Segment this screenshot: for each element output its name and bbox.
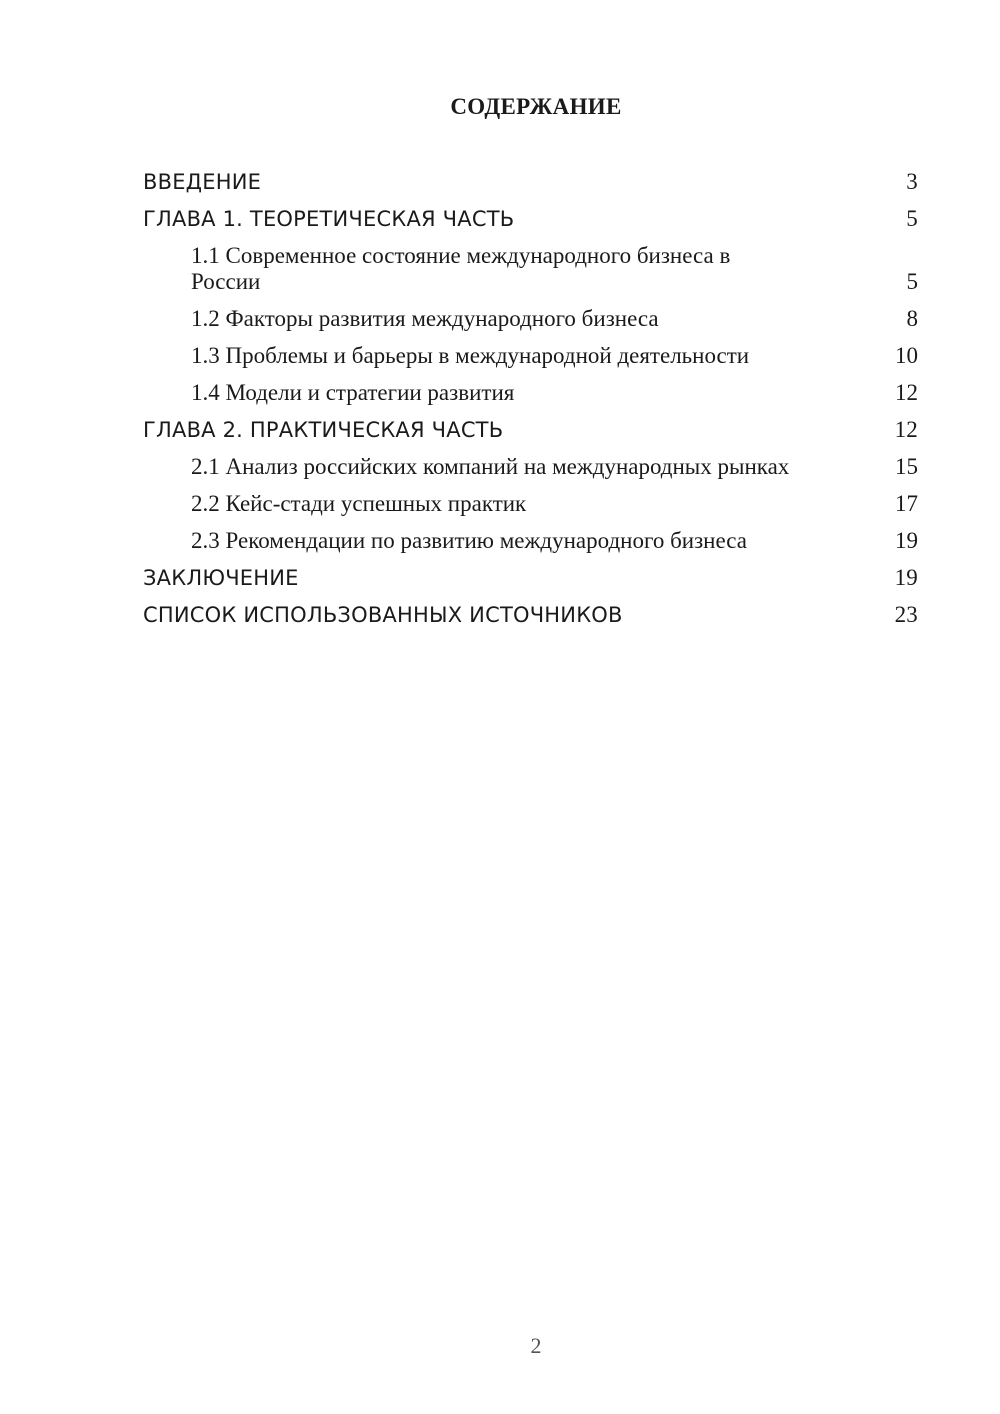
toc-entry-label: 1.3 Проблемы и барьеры в международной деятельности [191,343,750,368]
toc-entry-page: 23 [894,602,918,627]
toc-entry-page: 5 [906,269,918,294]
toc-entry-page: 3 [906,169,918,194]
toc-entry-page: 19 [894,565,918,590]
toc-entry-page: 15 [895,454,918,479]
page-number: 2 [530,1333,542,1358]
toc-entry-page: 12 [894,417,918,442]
toc-entry-label: 1.4 Модели и стратегии развития [191,380,515,405]
toc-entry-label: ЗАКЛЮЧЕНИЕ [143,566,299,590]
toc-entry-page: 12 [895,380,918,405]
toc-entry-section-1-4[interactable] [143,380,918,406]
toc-entry-page: 10 [895,343,918,368]
toc-entry-references[interactable] [143,602,918,628]
toc-entry-section-2-1[interactable] [143,454,918,480]
toc-entry-label: ВВЕДЕНИЕ [143,170,262,194]
toc-entry-introduction[interactable] [143,169,918,195]
toc-entry-conclusion[interactable] [143,565,918,591]
toc-entry-label: ГЛАВА 2. ПРАКТИЧЕСКАЯ ЧАСТЬ [143,418,504,442]
toc-entry-section-1-1[interactable] [143,243,918,295]
toc-entry-page: 5 [906,206,918,231]
toc-entry-chapter-2[interactable] [143,417,918,443]
toc-entry-section-2-3[interactable] [143,528,918,554]
toc-entry-chapter-1[interactable] [143,206,918,232]
toc-entry-label: 2.2 Кейс-стади успешных практик [191,491,527,516]
toc-entry-label: ГЛАВА 1. ТЕОРЕТИЧЕСКАЯ ЧАСТЬ [143,207,515,231]
page-title: СОДЕРЖАНИЕ [450,94,622,119]
toc-entry-label: 2.3 Рекомендации по развитию международного бизнеса [191,528,747,553]
toc-entry-section-1-3[interactable] [143,343,918,369]
toc-entry-label: 2.1 Анализ российских компаний на международных рынках [191,454,790,479]
toc-entry-page: 17 [895,491,918,516]
toc-entry-label: 1.2 Факторы развития международного бизнеса [191,306,659,331]
toc-entry-section-1-2[interactable] [143,306,918,332]
toc-entry-page: 8 [906,306,918,331]
toc-entry-page: 19 [895,528,918,553]
toc-entry-label: СПИСОК ИСПОЛЬЗОВАННЫХ ИСТОЧНИКОВ [143,603,623,627]
toc-entry-section-2-2[interactable] [143,491,918,517]
toc-entry-label: 1.1 Современное состояние международного бизнеса в России [191,243,731,294]
table-of-contents [143,169,918,639]
